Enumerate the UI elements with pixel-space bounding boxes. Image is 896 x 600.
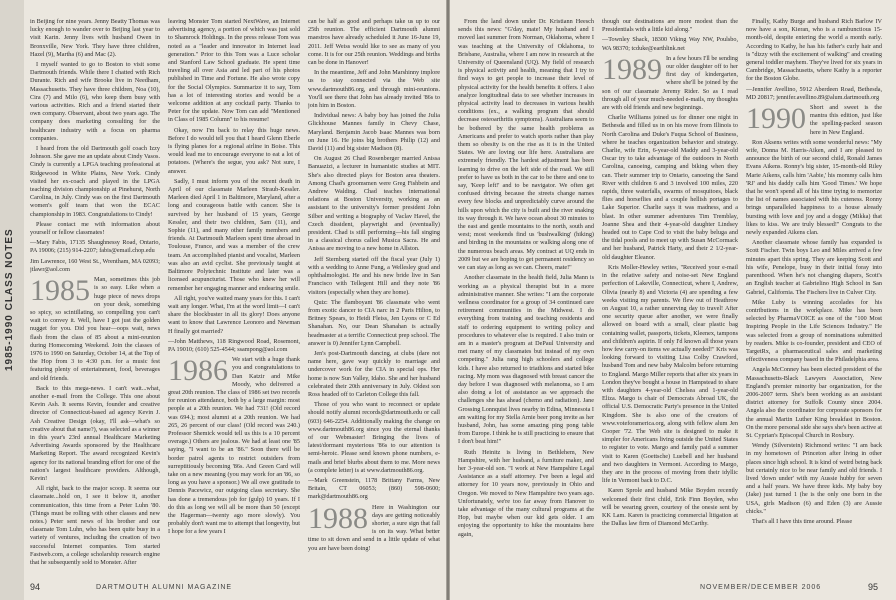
class-secretary-contact: —John Matthews, 118 Ringwood Road, Rosemont, PA 19010; (610) 525-4544; ssampong@aol.com [168, 337, 300, 353]
paragraph: Ron Aksens writes with some wonderful news: "My wife, Donna M. Harris-Aiken, and I are pleased to announce the birth of our second child, Ronald James Evans Aikens. Ronny's big sister, 15-month-old Riley Marie Aikens, calls him 'Aabie,' his mommy calls him 'RJ' and his daddy calls him 'Good Times.' We hope that he won't spend all of his time trying to memorize the list of names associated with his cuteness. Ronny brings unparalleled happiness to a house already bursting with love and joy and a doggy (Mikka) that likes to kiss. We are truly blessed!" Congrats to the newly expanded Aikens clan. [746, 138, 882, 237]
class-year-heading: 1986 [168, 354, 228, 388]
paragraph: though our destinations are more modest than the Presidentials with a little kid along." [602, 18, 738, 34]
paragraph: I heard from the old Dartmouth golf coach Izzy Johnson. She gave me an update about Cindy Vasos. Cindy is currently a LPGA teaching professional at Ridgewood in White Plains, New York. Cindy visited her ex-coach and played in the LPGA teaching division championship at Pinehurst, North Carolina, in July. Cindy was on the first Dartmouth women's golf team that won the ECAC championship in 1983. Congratulations to Cindy! [30, 145, 160, 218]
paragraph: Those of you who want to reconnect or update should notify alumni records@dartmouth.edu or call (603) 646-2254. Additionally making the change on www.dartmouth86.org since you the eternal thanks of our Webmaster! Bringing the lives of latest/dormant mysterious '86s to our attention is semi-heroic. Please send known phone numbers, e-mails and brief blurbs about them to me. More news (a complete letter) is at www.dartmouth86.org. [308, 401, 440, 474]
paragraph: We start with a huge thank you and congratulations to Dan Katzir and Mike Moody, who delivered a great 20th reunion. The class of 1986 set two records for reunion attendance, both by a large margin: most people at a 20th reunion. We had 731! (Old record was 694.); most alumni at a 20th reunion. We had 265, 26 percent of our class! (Old record was 240.) Professor Shemick would tell us this is a 10 percent overage.) Others are jealous. We had at least one '85 saying, "I want to be an '86." Soon there will be border patrol agents to restrict outsiders from surreptitiously becoming '86s. And Green Card will take on a new meaning (you may work for an '86, so long as you have a sponsor.) We all owe gratitude to Dennis Pacewicz, our outgoing class secretary. She has done a tremendous job for (gulp) 10 years. If I do this as long we will all be more than 50 (except the Hagerman—twenty ago more slowly). You probably don't want me to attempt that longevity, but I hope for a few years I [168, 356, 300, 536]
paragraph: Individual news: A baby boy has joined the Julia Glickhouse Mannes family in Chevy Chase, Maryland. Benjamin Jacob Isaac Mannes was born on June 16. He joins big brothers Philip (12) and David (11) and big sister Madison (8). [308, 112, 440, 153]
column-5 [602, 18, 738, 574]
paragraph: in Beijing for nine years. Jenny Beatty Thomas was lucky enough to wander over to Beijing last year to visit Karin. Jenny lives with husband Owen in Bronxville, New York. They have three children, Hazel (9), Martha (6) and Mac (2). [30, 18, 160, 58]
paragraph: From the land down under Dr. Kristiann Heesch sends this news: "G'day, mate! My husband and I moved last summer from Norman, Oklahoma, where I was teaching at the University of Oklahoma, to Brisbane, Australia, where I am now in research at the University of Queensland (UQ). My field of research is physical activity and health, meaning that I try to find ways to get people to increase their level of physical activity for the health benefits it offers. I also analyze longitudinal data to see whether increases in physical activity lead to decreases in various health conditions (ex., a walking program that should decrease osteoarthritis symptoms). Australians seem to be bothered by the same health problems as Americans and prefer to watch sports rather than play them so obesity is on the rise as it is in the United States. We are loving our life here. Australians are extremely friendly. The hardest adjustment has been learning to drive on the left side of the road. We still prefer to have us both in the car to be there and one to say, 'Keep left!' and to be navigator. We often get confused driving because the streets change names every few blocks and unpredictably curve around the hills upon which the city is built and the river snaking its way through it. We have ocean about 30 minutes to the east and gentle mountains to the north, south and west; most weekends find us 'bushwalking' (hiking) and birding in the mountains or walking along one of the numerous beach areas. My contract at UQ ends in 2009 but we are hoping to get permanent residency so we can stay as long as we can. Cheers, mate!" [458, 18, 594, 272]
class-secretary-contact: —Mark Greenstein, 1178 Brittany Farms, New Britain, CT 06053; (860) 598-0600; mark@dartmouth86.org [308, 476, 440, 501]
section-tab-label: 1985-1990 CLASS NOTES [4, 228, 15, 372]
paragraph: Short and sweet is the mantra this edition, just like the spelling-packed season here in New England. [810, 104, 882, 136]
section-tab [0, 0, 24, 600]
right-page [450, 0, 896, 600]
class-secretary-contact: Jim Lawrence, 160 West St., Wrentham, MA 02093; jtlawr@aol.com [30, 257, 160, 273]
class-year-heading: 1990 [746, 102, 806, 136]
left-page [0, 0, 446, 600]
magazine-footer: DARTMOUTH ALUMNI MAGAZINE [96, 584, 233, 591]
paragraph: All right, you've waited many years for this. I can't wait any longer. What, I'm at the word limit—I can't share the blockbuster in all its glory! Does anyone want to know that Lawrence Leonoro and Newman H finally got married? [168, 294, 300, 335]
paragraph: Okay, now I'm back to relay this huge news. Before I do would tell you that I heard Glenn Eberle is flying planes for a regional airline in Boise. This would lead me to encourage everyone to eat a lot of potatoes. (Where's the segue, you ask? Not sure, I answer. [168, 126, 300, 175]
paragraph: Back to this mega-news. I can't wait...what, another e-mail from the College. This one about Kevin Ash. It seems Kevin, founder and creative director of Connecticut-based ad agency Kevin J. Ash Creative Design (okay, I'll ask—what's so creative about that name?), was selected as a winner in this year's 23rd annual Healthcare Marketing Advertising Awards sponsored by the Healthcare Marketing Report. The award recognized Kevin's agency for its national branding effort for one of the nation's largest healthcare providers. Although, Kevin! [30, 384, 160, 482]
class-secretary-contact: —Jennifer Avellino, 5912 Aberdeen Road, Bethesda, MD 20817; jennifer.avellino.89@alum.dartmouth.org [746, 85, 882, 101]
paragraph: Karen Sprole and husband Mike Boyden recently welcomed their first child, Erik Finn Boyden, who will be wearing green, courtesy of the onesie sent by KK Lam. Karen is practicing commercial litigation at the Dallas law firm of Diamond McCarthy. [602, 487, 738, 528]
column-3 [308, 18, 440, 574]
class-year-heading: 1985 [30, 274, 90, 308]
paragraph: leaving Monster Tom started NextWave, an Internet advertising agency, a portion of which was just sold to Shamrock Holdings. In the press release Tom was noted as a "leader and innovator in Internet lead generation." Prior to this Tom was a Luce scholar and Stanford Law School graduate. He spent time traveling all over Asia and led part of his photos published in Time and Fortune. He also wrote copy for the Social Olympics. Summarize it to say, Tom has a lot of interesting stories and would be a welcome addition at any cocktail party. Thanks to Peter for the update. Now Tom can add "Mentioned in Class of 1985 Column" to his resume! [168, 18, 300, 124]
paragraph: Please contact me with information about yourself or fellow classmates! [30, 220, 160, 237]
paragraph: Charlie Williams joined us for dinner one night in Bethesda and filled us in on his move from Illinois to North Carolina and Duke's Fuqua School of Business, where he teaches organization behavior and strategy. Charlie, wife Erin, 6-year-old Maddy and 3-year-old Oscar try to take advantage of the outdoors in North Carolina, canoeing, camping and biking when they can. Their summer trip to Ontario, canoeing the Sand River with children 6 and 3 involved 100 miles, 220 rapids, three waterfalls, swarms of mosquitoes, black flies and horseflies and a couple hellish portages to Lake Superior. Charlie says it was madness, and a blast. In other summer adventures Tim Tremblay, Joanne Shea and their 4-year-old daughter Lindsey headed out to Cape Cod to visit the baby beluga and the tidal pools and to meet up with Susan McCormack and her husband, Patrick Harty, and their 2 1/2-year-old daughter Eleanor. [602, 114, 738, 261]
paragraph: Jen's post-Dartmouth dancing, at clubs (dare not name here, gave way quickly to marriage and undercover work for the CIA in special ops. Her home is now Sun Valley, Idaho. She and her husband celebrated their 20th anniversary in July. Oldest son Ross headed off to Carleton College this fall. [308, 349, 440, 398]
paragraph: Kris Moller-Hewley writes, "Received your e-mail in the relative safety and noise-set New England perfection of Lakeville, Connecticut, where I, Andrew, Olivia (nearly 8) and Victoria (4) are spending a few weeks visiting my parents. We flew out of Heathrow on August 10, a rather unnerving day to travel! After one security queue after another, we were finally allowed on board with a small, clear plastic bag containing wallet, passports, tickets, Kleenex, tampons and children's aspirin. If only I'd known all those years how few carry-on items we actually needed!" Kris was looking forward to visiting Lisa Colby Crawford, husband Tom and new baby Malcolm before returning to England. Margo Miller reports that after six years in London they've bought a house in Hampstead to share with daughters 4-year-old Chelsea and 1-year-old Eliza. Margo is chair of Democrats Abroad UK, the official U.S. Democratic Party's presence in the United Kingdom. She is also one of the creators of www.voteforamerica.org, along with fellow alum Jen Cooper '72. The Web site is designed to make it simpler for Americans living outside the United States to register to vote. Margo and family paid a summer visit to Karen (Goettsche) Luebell and her husband and two daughters in Vermont. According to Margo, they are in the process of moving from their idyllic life in Vermont back to D.C. [602, 263, 738, 485]
class-secretary-contact: —Mary Fabis, 17135 Shaughnessy Road, Ontario, PA 19006; (215) 914-2207; fabis@email.chop.edu [30, 239, 160, 255]
paragraph: Finally, Kathy Burge and husband Rich Barlow IV now have a son, Kieran, who is a rambunctious 15-month-old, despite entering the world a month early. According to Kathy, he has his father's curly hair and is "dizzy with the excitement of walking" and creating general toddler mayhem. They've lived for six years in Cambridge, Massachusetts, where Kathy is a reporter for the Boston Globe. [746, 18, 882, 83]
column-6 [746, 18, 882, 574]
paragraph: Ruth Heinitz is living in Bethlehem, New Hampshire, with her husband, a furniture maker, and her 3-year-old son. "I work at New Hampshire Legal Assistance as a staff attorney. I've been a legal aid attorney for 10 years now, previously in Ohio and Oregon. We moved to New Hampshire two years ago. Unfortunately, we're too far away from Hanover to take advantage of the many cultural programs at the Hop, but maybe when our kid gets older. I am enjoying the opportunity to hike the mountains here again, [458, 448, 594, 538]
paragraph: Here in Washington our days are getting noticeably shorter, a sure sign that fall is on its way. What better time to sit down and send in a little update of what you are have been doing! [308, 503, 440, 552]
paragraph: Mike Luby is winning accolades for his contributions in the workplace. Mike has been selected by PharmaVOICE as one of the "100 Most Inspiring People in the Life Sciences Industry." He was selected from a group of nominations submitted by readers. Mike is co-founder, president and CEO of TargetRx, a pharmaceutical sales and marketing effectiveness company based in the Philadelphia area. [746, 298, 882, 364]
class-year-heading: 1989 [602, 52, 662, 86]
paragraph: On August 26 Chad Rosenberger married Anissa Banuazizi, a lecturer in humanistic studies at MIT. She's also directed plays for Boston area theaters. Among Chad's groomsmen were Greg Fishbein and Andrew Walding. Chad teaches international relations at Boston University, working as an assistant to the university's former president John Silber and writing a biography of Vaclav Havel, the Czech dissident, playwright and (eventually) president. Chad is still performing—his fall singing in a classical chorus called Musica Sacra. He and Anissa are moving to a new home in Allston. [308, 155, 440, 253]
paragraph: In the meantime, Jeff and John Marshinny implore us to stay connected via the Web site www.dartmouth86.org, and through mini-reunions. You'll see there that John has already invited '86s to join him in Boston. [308, 69, 440, 110]
paragraph: I myself wanted to go to Boston to visit some Dartmouth friends. While there I chatted with Rich Durante. Rich and wife Brooke live in Needham, Massachusetts. They have three children, Noa (10), Cira (7) and Milo (6), who keep them busy with various activities. Rich and a friend started their own company. Observant, about two years ago. The company does marketing consulting for the healthcare industry with a focus on pharma companies. [30, 61, 160, 142]
column-2 [168, 18, 300, 574]
paragraph: In a few hours I'll be sending our older daughter off to her first day of kindergarten, where she'll be joined by the son of our classmate Jeremy Rider. So as I read through all of your much-needed e-mails, my thoughts are with old friends and new beginnings. [602, 54, 738, 112]
class-year-heading: 1988 [308, 501, 368, 535]
issue-date-footer: NOVEMBER/DECEMBER 2006 [700, 584, 822, 591]
paragraph: Another classmate whose family has expanded is Scott Fischer. Twin boys Leo and Miles arrived a few minutes apart this spring. They are keeping Scott and his wife, Penelope, busy in their initial foray into parenthood. When he's not changing diapers, Scott's an English teacher at Gabrielino High School in San Gabriel, California. The Fischers live in Culver City. [746, 239, 882, 296]
column-1 [30, 18, 160, 574]
paragraph: Man, sometimes this job is so easy. Like when a huge piece of news drops on your desk, something so spicy, so scintillating, so compelling you can't wait to convey it. Well, have I got just the golden nugget for you. Did you hear—oops wait, news flash from the class of 85 about a mini-reunion during Homecoming Weekend. Join the classes of 1976 to 1990 on Saturday, October 14, at the Top of the Hop from 3 to 4:30 p.m. for a music fest featuring plenty of entertainment, food, beverages and old friends. [30, 276, 160, 382]
paragraph: Another classmate in the health field, Julia Mann is working as a physical therapist but in a more administrative manner. She writes: "I am the corporate wellness coordinator for a group of 34 continued care retirement communities in the Midwest. I do everything from training and teaching residents and staff to ordering equipment to writing policy and procedures to whatever else is required. I also train or am in a master's program at DePaul University and met many of my classmates but instead of my own competing." Julia rang high schoolers and college kids. I have also returned to triathlons and started bike racing. My mom was diagnosed with breast cancer the day before I was diagnosed with melanoma, so I am also doing a lot of assistance as we approach the challenges she has ahead (chemo and radiation). Jane Grossing Lonnquist lives nearby in Edina, Minnesota I am waiting for my Stella Arnie beer pong invite as her husband, John, has some amazing ping pong table from Europe. I think he is still practicing to ensure that I don't beat him!" [458, 274, 594, 446]
paragraph: All right, back to the major scoop. It seems our classmate...hold on, I see it below it, another communication, this time from a Peter Luhn '80. (Things must be rolling with other classes and new notes.) Peter sent news of his brother and our classmate Tom Luhn, who has been quite busy in a variety of ventures, including the creation of two successful Internet companies. Tom started Fastweb.com, a college scholarship research engine that he subsequently sold to Monster. After [30, 485, 160, 566]
paragraph: Jeff Sternberg started off the fiscal year (July 1) with a wedding to Anne Fung, a Wellesley grad and ophthalmologist. He and his new bride live in San Francisco with Tellegent Hill and they note '86 visitors (especially when they are home). [308, 255, 440, 296]
page-number: 94 [30, 582, 41, 592]
paragraph: That's all I have this time around. Please [752, 517, 853, 525]
paragraph: Wendy (Silverstein) Richmond writes: "I am back in my hometown of Princeton after living in other places since high school. It is kind of weird being back but certainly nice to be near family and old friends. I lived 'down under' with my Aussie hubby for seven and a half years. We have three kids. My baby boy (Jake) just turned 1 (he is the only one born in the USA, girls Madison (6) and Eden (3) are Aussie chicks." [746, 442, 882, 515]
class-secretary-contact: —Townley Shack, 18300 Viking Way NW, Poulsbo, WA 98370; tcduke@earthlink.net [602, 36, 738, 52]
paragraph: Quiz: The flamboyant '86 classmate who went from exotic dancer to CIA narc in 2 Paris Hilton, to Britney Spears, to Heidi Fleiss, Jen Lyons or C Ed Shanahan. No, our Dean Shanahan is actually headmaster at a terrific Connecticut prep school. The answer is 0) Jennifer Lynn Campbell. [308, 298, 440, 347]
page-number: 95 [868, 582, 879, 592]
paragraph: Angela McConney has been elected president of the Massachusetts-Black Lawyers Association, New England's premier minority bar organization, for the 2006-2007 term. She's been working as an assistant district attorney for Suffolk County since 2004. Angela also the coordinator for corporate sponsors for the annual Martin Luther King breakfast in Boston. On the more personal side she says she's been active at St. Cyprian's Episcopal Church in Roxbury. [746, 366, 882, 439]
paragraph: can be half as good and perhaps take us up to our 25th reunion. The efficient Dartmouth alumni maestros have already scheduled it June 16-June 19, 2011. Jeff Weiss would like to see as many of you come. It is for our 25th reunion. Weddings and births can be done in Hanover! [308, 18, 440, 67]
paragraph: Sadly, I must inform you of the recent death in April of our classmate Marleen Straub-Kessler. Marleen died April 1 in Baltimore, Maryland, after a long and courageous battle with cancer. She is survived by her husband of 15 years, George Kessler, and their two children, Sam (11), and Sophie (11), and many other family members and friends. At Dartmouth Marleen spent time abroad in Toulouse, France, and was a member of the crew team. An accomplished pianist and vocalist, Marleen was also an avid cyclist. She previously taught at Baltimore Polytechnic Institute and later was a licensed acupuncturist. Those who knew her will remember her engaging manner and endearing smile. [168, 177, 300, 292]
column-4 [458, 18, 594, 574]
